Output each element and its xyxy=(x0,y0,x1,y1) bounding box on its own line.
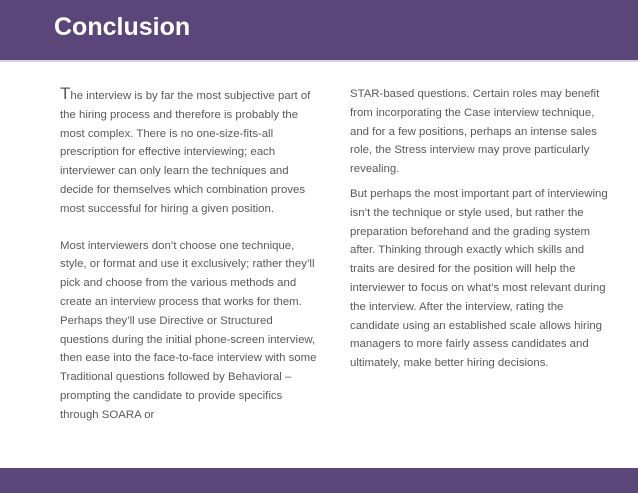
left-paragraph-2: Most interviewers don’t choose one technique, style, or format and use it exclusively; rather they’ll pick and choose from the various methods and create an interview process that works for them. Perhaps they’ll use Directive or Structured questions during the initial phone-screen interview, then ease into the face-to-face interview with some Traditional questions followed by Behavioral – prompting the candidate to provide specifics through SOARA or xyxy=(60,239,317,421)
paragraph-gap xyxy=(60,219,322,237)
right-paragraph-2: But perhaps the most important part of interviewing isn’t the technique or style used, but rather the preparation beforehand and the grading system after. Thinking through exactly which skills and traits are desired for the position will help the interviewer to focus on what’s most relevant during the interview. After the interview, rating the candidate using an established scale allows hiring managers to more fairly assess candidates and ultimately, make better hiring decisions. xyxy=(350,187,608,370)
left-column xyxy=(60,85,322,425)
right-column xyxy=(350,85,608,373)
left-paragraph-1 xyxy=(60,85,322,219)
page-title: Conclusion xyxy=(54,13,191,41)
drop-cap: T xyxy=(60,84,71,103)
header-divider xyxy=(0,60,638,62)
right-paragraph-1: STAR-based questions. Certain roles may benefit from incorporating the Case interview technique, and for a few positions, perhaps an intense sales role, the Stress interview may prove particularly revealing. xyxy=(350,88,600,176)
footer-bar xyxy=(0,468,638,493)
left-paragraph-1-text: he interview is by far the most subjective part of the hiring process and therefore is probably the most complex. There is no one-size-fits-all prescription for effective interviewing; each interviewer can only learn the techniques and decide for themselves which combination proves most successful for hiring a given position. xyxy=(60,90,311,215)
